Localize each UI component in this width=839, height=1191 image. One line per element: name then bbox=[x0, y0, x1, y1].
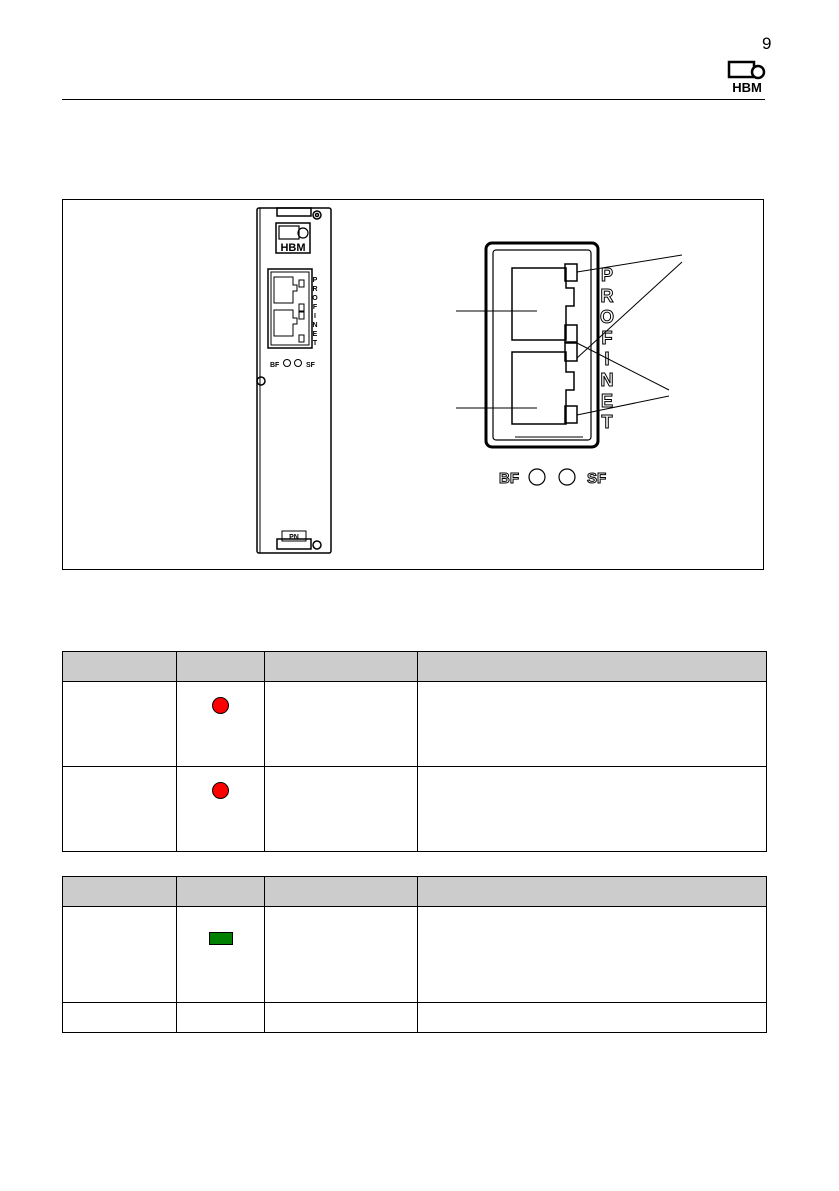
svg-text:T: T bbox=[312, 340, 318, 347]
row-state bbox=[265, 907, 418, 1003]
detail-bf-label: BF bbox=[499, 470, 519, 487]
detail-bf-sf bbox=[499, 470, 606, 487]
svg-text:P: P bbox=[312, 277, 318, 284]
svg-text:T: T bbox=[601, 412, 613, 432]
row-label bbox=[63, 767, 177, 852]
table-header-cell bbox=[177, 652, 265, 682]
svg-text:I: I bbox=[604, 349, 610, 369]
row-state bbox=[265, 1003, 418, 1033]
row-label bbox=[63, 1003, 177, 1033]
red-led-icon bbox=[212, 782, 229, 799]
table-header-cell bbox=[63, 877, 177, 907]
svg-text:R: R bbox=[312, 286, 318, 293]
module-sf-label: SF bbox=[306, 362, 315, 369]
red-led-icon bbox=[212, 697, 229, 714]
svg-text:N: N bbox=[600, 370, 614, 390]
row-description bbox=[418, 767, 767, 852]
green-led-icon bbox=[209, 932, 233, 945]
svg-text:O: O bbox=[312, 295, 318, 302]
table-header-cell bbox=[265, 652, 418, 682]
led-table-status bbox=[62, 651, 767, 852]
detail-bf-led bbox=[529, 469, 545, 485]
table-header-cell bbox=[265, 877, 418, 907]
table-header-cell bbox=[418, 652, 767, 682]
figure-frame bbox=[62, 199, 764, 570]
row-label bbox=[63, 907, 177, 1003]
logo-text: HBM bbox=[732, 80, 762, 95]
row-led bbox=[177, 1003, 265, 1033]
detail-vertical-text bbox=[600, 265, 614, 432]
row-label bbox=[63, 682, 177, 767]
led-table-link bbox=[62, 876, 767, 1033]
hbm-logo bbox=[727, 60, 767, 96]
row-state bbox=[265, 767, 418, 852]
module-brand: HBM bbox=[280, 242, 306, 254]
header-rule bbox=[62, 99, 765, 100]
table-row bbox=[63, 907, 767, 1003]
leader-lines bbox=[456, 255, 682, 415]
page-number: 9 bbox=[762, 34, 772, 53]
table-header-row bbox=[63, 652, 767, 682]
row-description bbox=[418, 1003, 767, 1033]
table-header-cell bbox=[63, 652, 177, 682]
module-bf-label: BF bbox=[270, 362, 280, 369]
svg-text:F: F bbox=[312, 304, 318, 311]
svg-text:I: I bbox=[314, 313, 316, 320]
svg-text:E: E bbox=[600, 391, 614, 411]
svg-text:P: P bbox=[600, 265, 614, 285]
module-front-panel bbox=[257, 208, 331, 553]
module-vertical-text bbox=[312, 277, 318, 347]
table-header-cell bbox=[418, 877, 767, 907]
table-row bbox=[63, 767, 767, 852]
svg-text:O: O bbox=[599, 307, 615, 327]
row-description bbox=[418, 682, 767, 767]
module-front-text bbox=[270, 242, 318, 541]
module-bottom-tag: PN bbox=[289, 534, 299, 541]
table-header-row bbox=[63, 877, 767, 907]
svg-text:E: E bbox=[312, 331, 318, 338]
table-row bbox=[63, 682, 767, 767]
detail-sf-led bbox=[559, 469, 575, 485]
detail-sf-label: SF bbox=[587, 470, 607, 487]
svg-text:F: F bbox=[601, 328, 613, 348]
row-description bbox=[418, 907, 767, 1003]
table-header-cell bbox=[177, 877, 265, 907]
svg-text:N: N bbox=[312, 322, 318, 329]
row-state bbox=[265, 682, 418, 767]
profinet-module-figure bbox=[63, 200, 765, 571]
table-row bbox=[63, 1003, 767, 1033]
svg-text:R: R bbox=[600, 286, 614, 306]
